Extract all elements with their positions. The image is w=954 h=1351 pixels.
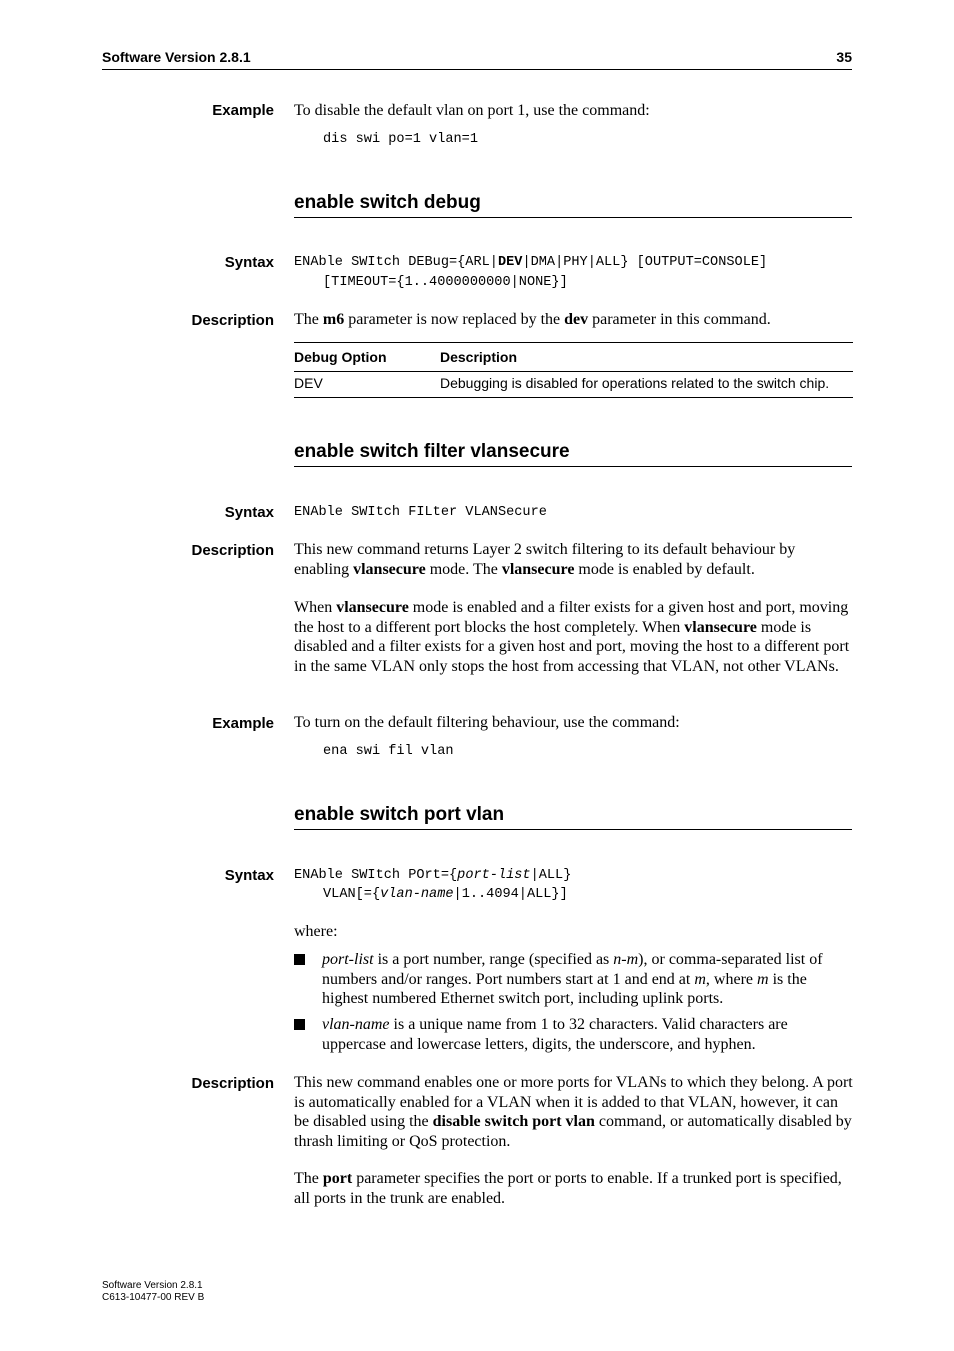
table-cell: DEV — [294, 375, 323, 391]
page-number: 35 — [836, 49, 852, 65]
bullet-marker — [294, 950, 310, 962]
footer-version: Software Version 2.8.1 — [102, 1280, 203, 1291]
description-filter-p1: This new command returns Layer 2 switch filtering to its default behaviour by enabling vlansecure mode. The vlansecure mode is enabled by default. — [294, 541, 796, 578]
table-row — [294, 372, 853, 398]
description-port-p2: The port parameter specifies the port or ports to enable. If a trunked port is specified, all ports in the trunk are enabled. — [294, 1170, 842, 1207]
header-version: Software Version 2.8.1 — [102, 49, 251, 65]
example-filter-code: ena swi fil vlan — [323, 744, 454, 759]
description-label: Description — [191, 1075, 274, 1092]
description-filter-p2: When vlansecure mode is enabled and a filter exists for a given host and port, moving the host to a different port blocks the host completely. When vlansecure mode is disabled and a filter exists for a given host and port, moving the host to a different port in the same VLAN only stops the host from accessing that VLAN, not other VLANs. — [294, 599, 850, 675]
syntax-filter: ENAble SWItch FILter VLANSecure — [294, 505, 547, 520]
example-label: Example — [212, 102, 274, 119]
table-header-cell: Description — [440, 349, 518, 365]
example-code: dis swi po=1 vlan=1 — [323, 132, 478, 147]
example-filter-text: To turn on the default filtering behaviour, use the command: — [294, 714, 680, 731]
syntax-port-line2: VLAN[={vlan-name|1..4094|ALL}] — [323, 887, 568, 902]
table-header-row — [294, 343, 853, 372]
page-footer — [102, 1280, 204, 1304]
description-debug: The m6 parameter is now replaced by the dev parameter in this command. — [294, 311, 771, 328]
footer-doc-number: C613-10477-00 REV B — [102, 1292, 205, 1303]
syntax-label: Syntax — [224, 867, 274, 884]
syntax-label: Syntax — [224, 504, 274, 521]
syntax-port-line1: ENAble SWItch POrt={port-list|ALL} — [294, 868, 572, 883]
example-label: Example — [212, 715, 274, 732]
section-heading-filter: enable switch filter vlansecure — [294, 441, 852, 467]
description-label: Description — [191, 542, 274, 559]
syntax-debug-line2: [TIMEOUT={1..4000000000|NONE}] — [323, 275, 568, 290]
example-text: To disable the default vlan on port 1, use the command: — [294, 102, 650, 119]
section-heading-debug: enable switch debug — [294, 192, 852, 218]
description-port-p1: This new command enables one or more ports for VLANs to which they belong. A port is automatically enabled for a VLAN when it is added to that VLAN, however, it can be disabled using the disable switch port vlan command, or automatically disabled by thrash limiting or QoS protection. — [294, 1074, 853, 1150]
page-header — [102, 49, 852, 70]
list-item: port-list is a port number, range (specified as n-m), or comma-separated list of numbers and/or ranges. Port numbers start at 1 and end at m, where m is the highest numbered Ethernet switch port, including uplink ports. — [322, 951, 823, 1007]
syntax-debug-line1: ENAble SWItch DEBug={ARL|DEV|DMA|PHY|ALL} [OUTPUT=CONSOLE] — [294, 255, 768, 270]
debug-option-table — [294, 342, 853, 398]
where-text: where: — [294, 923, 338, 940]
table-header-cell: Debug Option — [294, 349, 387, 365]
section-heading-port-vlan: enable switch port vlan — [294, 804, 852, 830]
list-item: vlan-name is a unique name from 1 to 32 characters. Valid characters are uppercase and lowercase letters, digits, the underscore, and hyphen. — [322, 1016, 788, 1053]
syntax-label: Syntax — [224, 254, 274, 271]
description-label: Description — [191, 312, 274, 329]
table-cell: Debugging is disabled for operations related to the switch chip. — [440, 375, 830, 391]
bullet-marker — [294, 1015, 310, 1027]
